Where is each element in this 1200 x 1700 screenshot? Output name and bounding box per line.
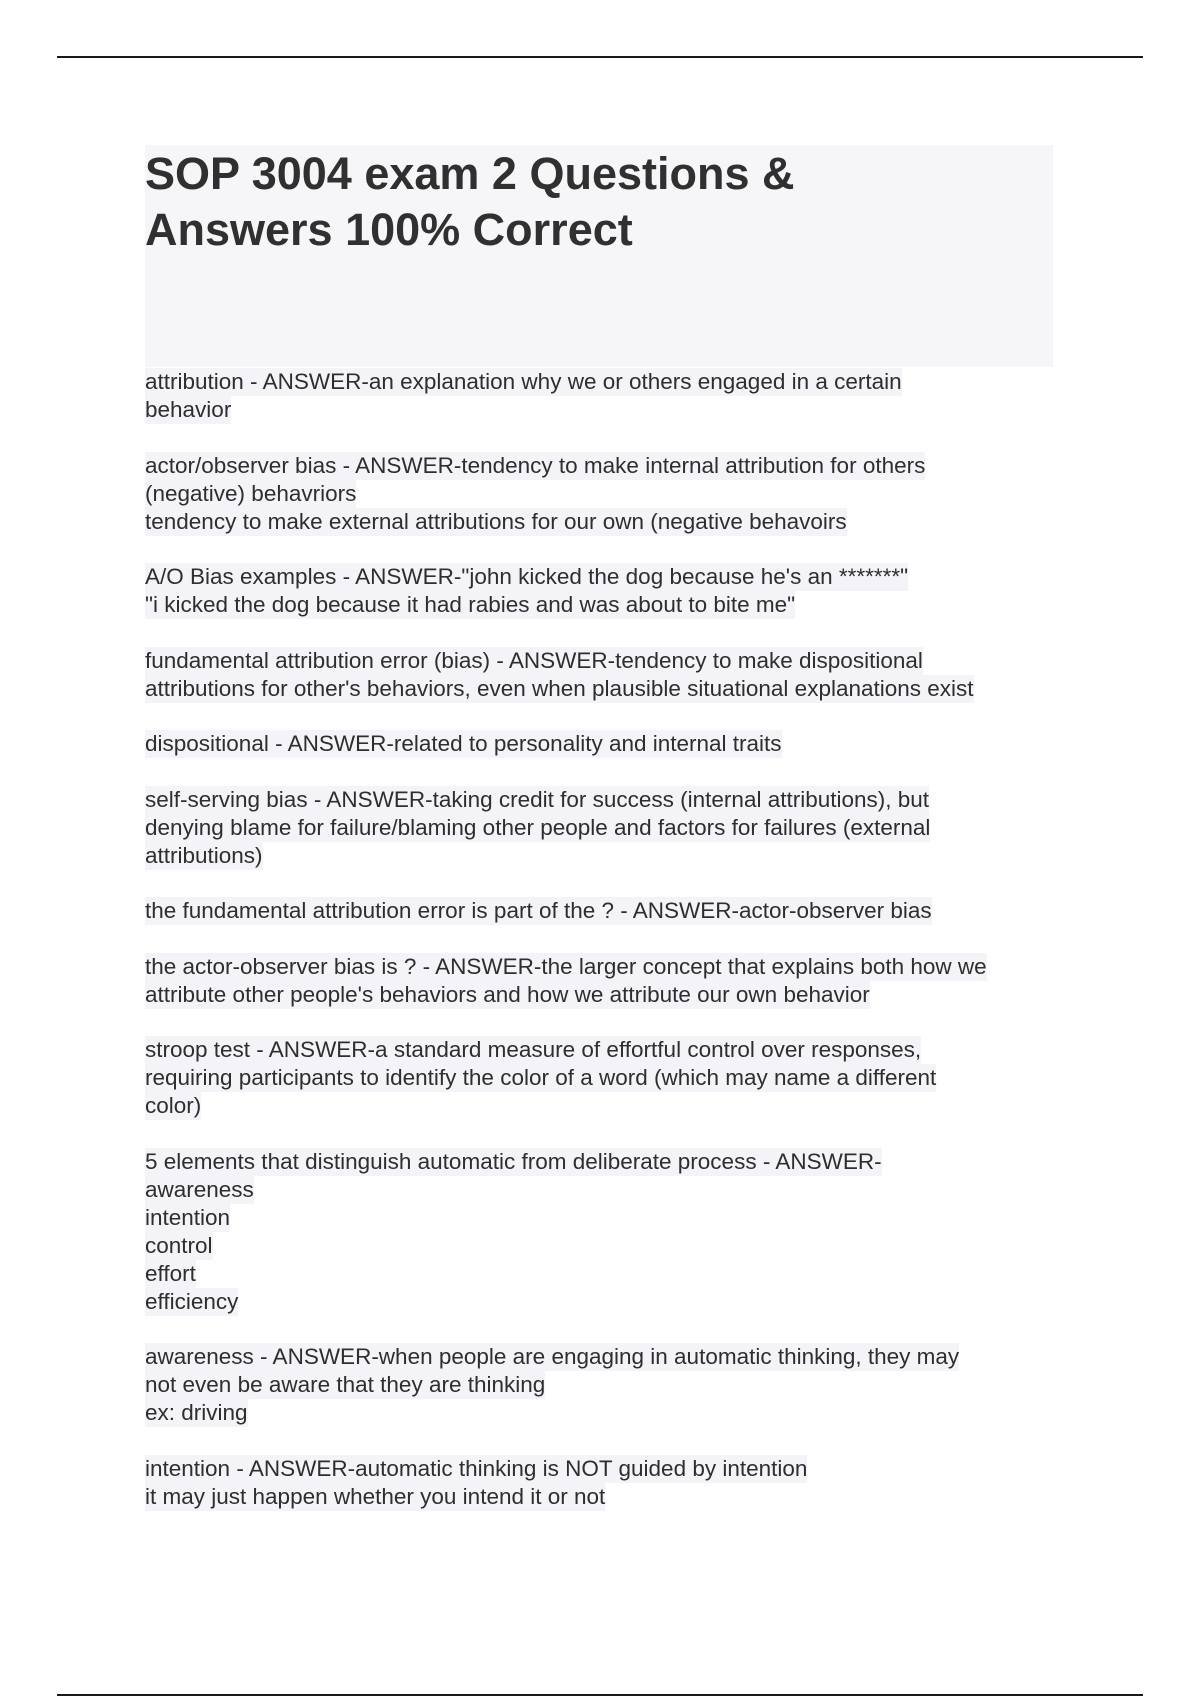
qa-entry-ao-bias-examples	[145, 563, 1075, 619]
qa-line: requiring participants to identify the color of a word (which may name a different	[145, 1065, 937, 1090]
qa-line: (negative) behavriors	[145, 480, 357, 506]
qa-entry-stroop-test	[145, 1036, 1075, 1120]
qa-line: control	[145, 1232, 213, 1258]
qa-line: intention - ANSWER-automatic thinking is NOT guided by intention	[145, 1455, 808, 1481]
qa-list	[145, 368, 1075, 1538]
qa-line: the fundamental attribution error is part of the ? - ANSWER-actor-observer bias	[145, 898, 932, 923]
qa-line: it may just happen whether you intend it or not	[145, 1483, 606, 1509]
title-line: SOP 3004 exam 2 Questions &	[145, 148, 795, 199]
qa-entry-actor-observer-bias	[145, 452, 1075, 536]
qa-entry-intention	[145, 1455, 1075, 1511]
qa-line: "i kicked the dog because it had rabies and was about to bite me"	[145, 592, 796, 617]
top-rule	[57, 56, 1143, 58]
page-title	[145, 146, 1045, 258]
qa-line: attribution - ANSWER-an explanation why we or others engaged in a certain	[145, 369, 902, 394]
qa-line: attributions)	[145, 842, 263, 868]
qa-line: actor/observer bias - ANSWER-tendency to make internal attribution for others	[145, 452, 926, 478]
qa-line: not even be aware that they are thinking	[145, 1372, 546, 1397]
qa-line: A/O Bias examples - ANSWER-"john kicked the dog because he's an *******"	[145, 564, 909, 589]
qa-line: tendency to make external attributions for our own (negative behavoirs	[145, 508, 847, 534]
qa-line: self-serving bias - ANSWER-taking credit for success (internal attributions), but	[145, 786, 930, 812]
qa-entry-fundamental-attribution-error	[145, 647, 1075, 703]
qa-line: efficiency	[145, 1288, 239, 1314]
qa-line: dispositional - ANSWER-related to personality and internal traits	[145, 731, 782, 756]
qa-entry-self-serving-bias	[145, 786, 1075, 870]
qa-line: 5 elements that distinguish automatic from deliberate process - ANSWER-	[145, 1148, 882, 1174]
qa-entry-five-elements	[145, 1148, 1075, 1316]
bottom-rule	[57, 1694, 1143, 1696]
qa-line: awareness	[145, 1176, 254, 1202]
qa-line: ex: driving	[145, 1400, 248, 1425]
qa-entry-dispositional	[145, 730, 1075, 758]
qa-line: awareness - ANSWER-when people are engaging in automatic thinking, they may	[145, 1344, 960, 1369]
title-line: Answers 100% Correct	[145, 204, 633, 255]
qa-entry-awareness	[145, 1343, 1075, 1427]
qa-entry-fae-part-of	[145, 897, 1075, 925]
qa-entry-actor-observer-is	[145, 953, 1075, 1009]
qa-line: behavior	[145, 397, 232, 422]
qa-line: the actor-observer bias is ? - ANSWER-the larger concept that explains both how we	[145, 953, 987, 979]
qa-line: attributions for other's behaviors, even when plausible situational explanations exist	[145, 675, 974, 701]
qa-line: fundamental attribution error (bias) - ANSWER-tendency to make dispositional	[145, 647, 923, 673]
qa-line: denying blame for failure/blaming other people and factors for failures (external	[145, 814, 931, 840]
qa-line: attribute other people's behaviors and how we attribute our own behavior	[145, 981, 870, 1007]
qa-line: intention	[145, 1204, 231, 1230]
qa-line: stroop test - ANSWER-a standard measure of effortful control over responses,	[145, 1037, 922, 1062]
qa-entry-attribution	[145, 368, 1075, 424]
qa-line: color)	[145, 1093, 202, 1118]
qa-line: effort	[145, 1260, 196, 1286]
